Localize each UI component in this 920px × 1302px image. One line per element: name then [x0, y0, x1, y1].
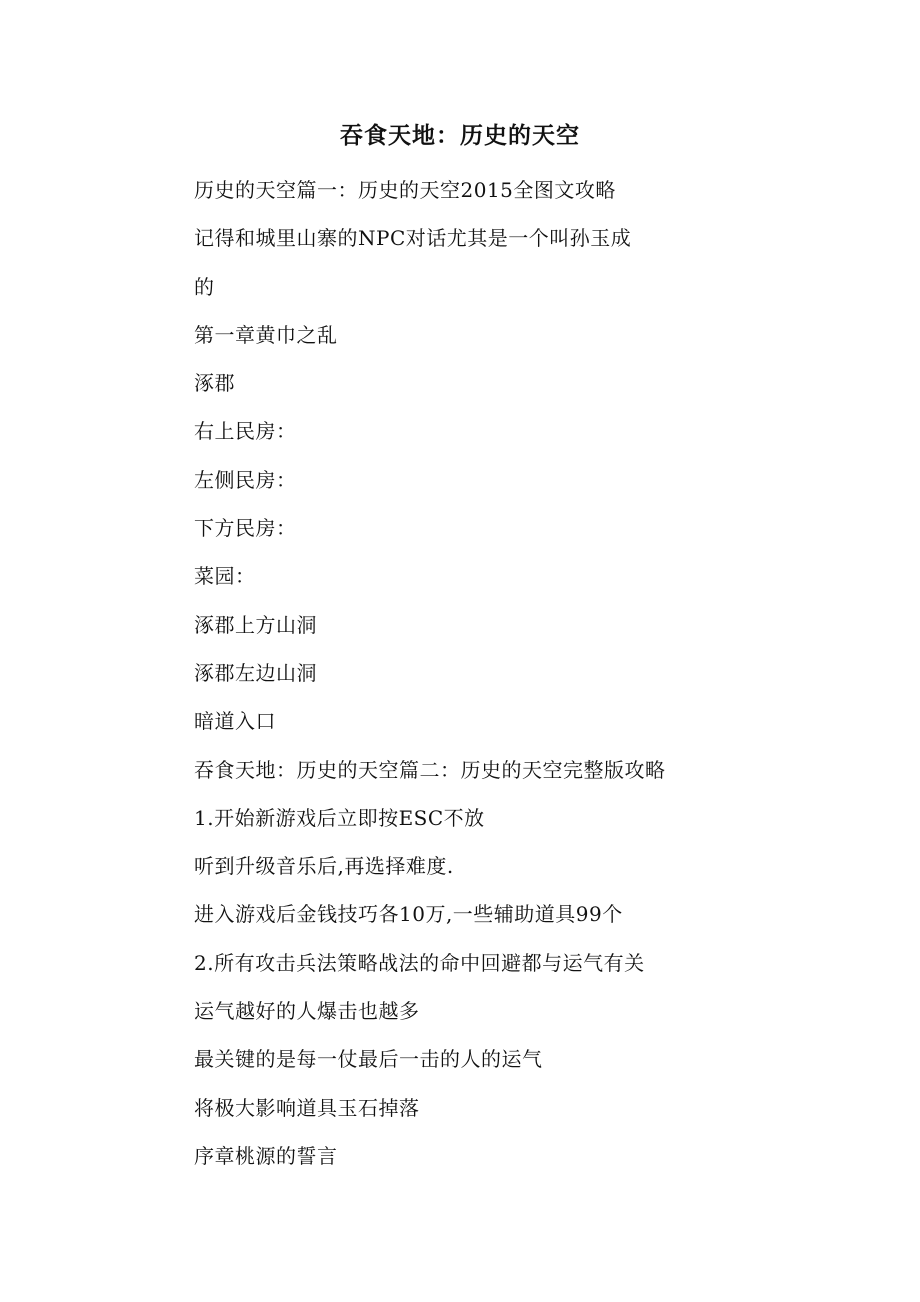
- text-line: 运气越好的人爆击也越多: [194, 999, 420, 1024]
- text-line: 1.开始新游戏后立即按ESC不放: [194, 805, 485, 830]
- text-line: 吞食天地：历史的天空篇二：历史的天空完整版攻略: [194, 757, 666, 782]
- text-line: 涿郡左边山洞: [194, 660, 317, 685]
- text-line: 将极大影响道具玉石掉落: [194, 1095, 420, 1120]
- text-line: 2.所有攻击兵法策略战法的命中回避都与运气有关: [194, 950, 645, 975]
- text-line: 记得和城里山寨的NPC对话尤其是一个叫孙玉成: [194, 226, 632, 251]
- text-line: 暗道入口: [194, 709, 276, 734]
- text-line: 历史的天空篇一：历史的天空2015全图文攻略: [194, 178, 616, 202]
- text-line: 听到升级音乐后,再选择难度.: [194, 854, 454, 879]
- text-line: 左侧民房：: [194, 467, 297, 492]
- document-title: 吞食天地：历史的天空: [340, 122, 580, 149]
- text-line: 的: [194, 274, 215, 299]
- document-body: [194, 166, 834, 1180]
- text-line: 菜园：: [194, 564, 256, 589]
- text-line: 最关键的是每一仗最后一击的人的运气: [194, 1047, 543, 1072]
- text-line: 序章桃源的誓言: [194, 1143, 338, 1168]
- text-line: 下方民房：: [194, 516, 297, 541]
- text-line: 涿郡: [194, 371, 235, 396]
- text-line: 进入游戏后金钱技巧各10万,一些辅助道具99个: [194, 902, 623, 927]
- text-line: 右上民房：: [194, 419, 297, 444]
- text-line: 第一章黄巾之乱: [194, 322, 338, 347]
- text-line: 涿郡上方山洞: [194, 612, 317, 637]
